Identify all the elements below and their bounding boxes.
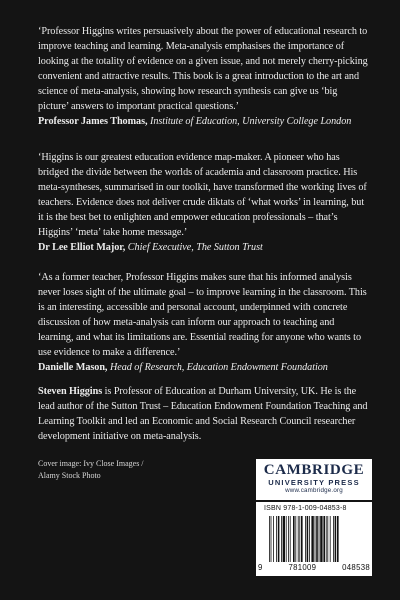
bio-paragraph: [38, 384, 368, 444]
author-bio: [38, 384, 368, 444]
credit-line-2: Alamy Stock Photo: [38, 471, 101, 480]
endorsement-quote-2: [38, 150, 368, 255]
quote-text: ‘As a former teacher, Professor Higgins makes sure that his informed analysis never loses sight of the ultimate goal – to improve learning in the classroom. This is an interesting, accessible and personal account, underpinned with concrete discussion of how meta-analysis can inform our approach to teaching and learning, and what its limitations are. Essential reading for anyone who wants to use evidence to make a difference.’: [38, 272, 367, 358]
quote-text: ‘Higgins is our greatest education evidence map-maker. A pioneer who has bridged the divide between the worlds of academia and classroom practice. His meta-syntheses, summarised in our toolkit, have transformed the working lives of teachers. Evidence does not deliver crude diktats of ‘what works’ in learning, but it is the best bet to enlighten and empower education professionals – that’s Higgins’ ‘meta’ take home message.’: [38, 152, 367, 238]
quote-attribution: [38, 360, 368, 375]
quote-author: Dr Lee Elliot Major,: [38, 242, 126, 253]
quote-attribution: [38, 114, 368, 129]
publisher-logo: [256, 459, 372, 500]
isbn-label: ISBN 978-1-009-04853-8: [264, 505, 347, 512]
barcode-digit-group: 781009: [288, 563, 317, 572]
bio-text: is Professor of Education at Durham University, UK. He is the lead author of the Sutton Trust – Education Endowment Foundation Teaching and Learning Toolkit and led an Economic and Social Research Council researcher development initiative on meta-analysis.: [38, 386, 368, 442]
barcode-digits: [258, 563, 370, 572]
quote-attribution: [38, 240, 368, 255]
quote-text: ‘Professor Higgins writes persuasively about the power of educational research to improve teaching and learning. Meta-analysis emphasises the importance of looking at the totality of evidence on a given issue, and not merely cherry-picking convenient and attractive results. This book is a great introduction to the art and science of meta-analysis, showing how research synthesis can give us ‘big picture’ answers to important practical questions.’: [38, 26, 368, 112]
quote-author: Danielle Mason,: [38, 362, 108, 373]
publisher-url: www.cambridge.org: [285, 487, 343, 494]
publisher-sub: UNIVERSITY PRESS: [268, 478, 360, 487]
credit-line-1: Cover image: Ivy Close Images /: [38, 459, 144, 468]
barcode-digit-group: 9: [258, 563, 263, 572]
barcode-digit-group: 048538: [342, 563, 370, 572]
barcode-icon: [269, 516, 365, 562]
quote-affiliation: Institute of Education, University College London: [150, 116, 352, 127]
cover-image-credit: [38, 458, 188, 482]
quote-affiliation: Chief Executive, The Sutton Trust: [127, 242, 263, 253]
endorsement-quote-1: [38, 24, 368, 129]
quote-author: Professor James Thomas,: [38, 116, 148, 127]
publisher-name: CAMBRIDGE: [263, 462, 365, 478]
barcode-panel: [256, 502, 372, 576]
quote-affiliation: Head of Research, Education Endowment Foundation: [109, 362, 328, 373]
bio-name: Steven Higgins: [38, 386, 103, 397]
endorsement-quote-3: [38, 270, 368, 375]
